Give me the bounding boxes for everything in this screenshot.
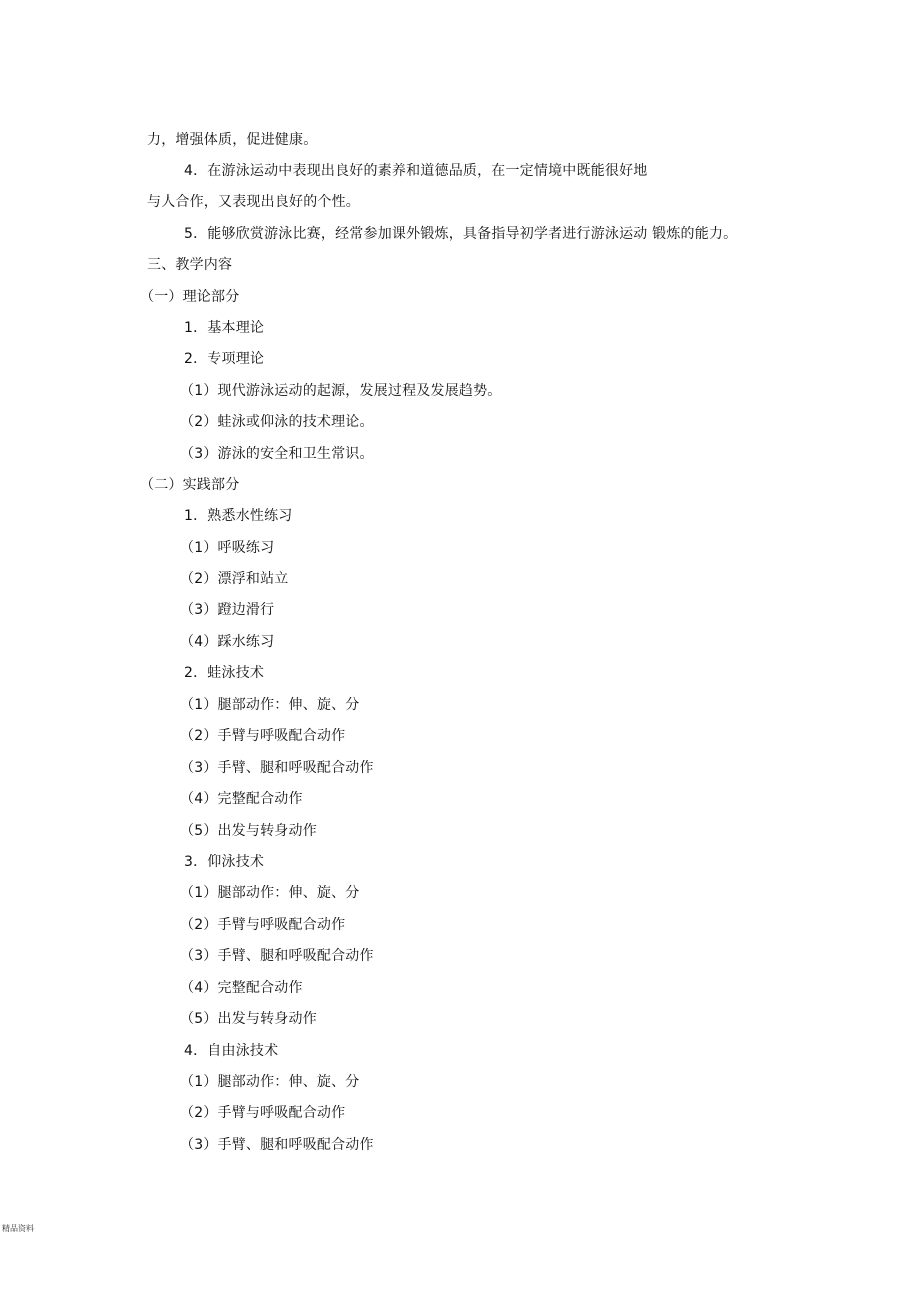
list-item: 3．仰泳技术 (184, 854, 265, 870)
list-item: 4．自由泳技术 (184, 1043, 279, 1059)
list-subitem: （4）踩水练习 (180, 634, 275, 650)
list-item: 2．专项理论 (184, 351, 265, 367)
subsection-heading-practice: （二）实践部分 (140, 477, 240, 493)
section-heading: 三、教学内容 (147, 257, 233, 273)
list-item: 2．蛙泳技术 (184, 665, 265, 681)
text-line: 力，增强体质，促进健康。 (147, 132, 318, 148)
list-subitem: （3）手臂、腿和呼吸配合动作 (180, 1137, 374, 1153)
list-subitem: （1）腿部动作：伸、旋、分 (180, 1074, 360, 1090)
list-subitem: （1）现代游泳运动的起源，发展过程及发展趋势。 (180, 383, 502, 399)
list-subitem: （5）出发与转身动作 (180, 1011, 317, 1027)
list-subitem: （1）腿部动作：伸、旋、分 (180, 697, 360, 713)
list-subitem: （3）手臂、腿和呼吸配合动作 (180, 760, 374, 776)
page-footer: 精品资料 (2, 1224, 34, 1233)
list-subitem: （3）蹬边滑行 (180, 602, 275, 618)
list-subitem: （2）手臂与呼吸配合动作 (180, 728, 346, 744)
objective-item-4: 4．在游泳运动中表现出良好的素养和道德品质，在一定情境中既能很好地 (184, 163, 648, 179)
list-subitem: （1）呼吸练习 (180, 540, 275, 556)
list-subitem: （3）手臂、腿和呼吸配合动作 (180, 948, 374, 964)
list-subitem: （5）出发与转身动作 (180, 823, 317, 839)
list-subitem: （2）手臂与呼吸配合动作 (180, 1105, 346, 1121)
list-item: 1．基本理论 (184, 320, 265, 336)
list-subitem: （2）手臂与呼吸配合动作 (180, 917, 346, 933)
subsection-heading-theory: （一）理论部分 (140, 289, 240, 305)
list-subitem: （1）腿部动作：伸、旋、分 (180, 885, 360, 901)
list-item: 1．熟悉水性练习 (184, 508, 293, 524)
list-subitem: （4）完整配合动作 (180, 791, 303, 807)
objective-item-5: 5．能够欣赏游泳比赛，经常参加课外锻炼，具备指导初学者进行游泳运动 锻炼的能力。 (184, 226, 738, 242)
list-subitem: （4）完整配合动作 (180, 980, 303, 996)
text-line: 与人合作，又表现出良好的个性。 (147, 194, 360, 210)
list-subitem: （3）游泳的安全和卫生常识。 (180, 446, 374, 462)
list-subitem: （2）蛙泳或仰泳的技术理论。 (180, 414, 374, 430)
list-subitem: （2）漂浮和站立 (180, 571, 289, 587)
